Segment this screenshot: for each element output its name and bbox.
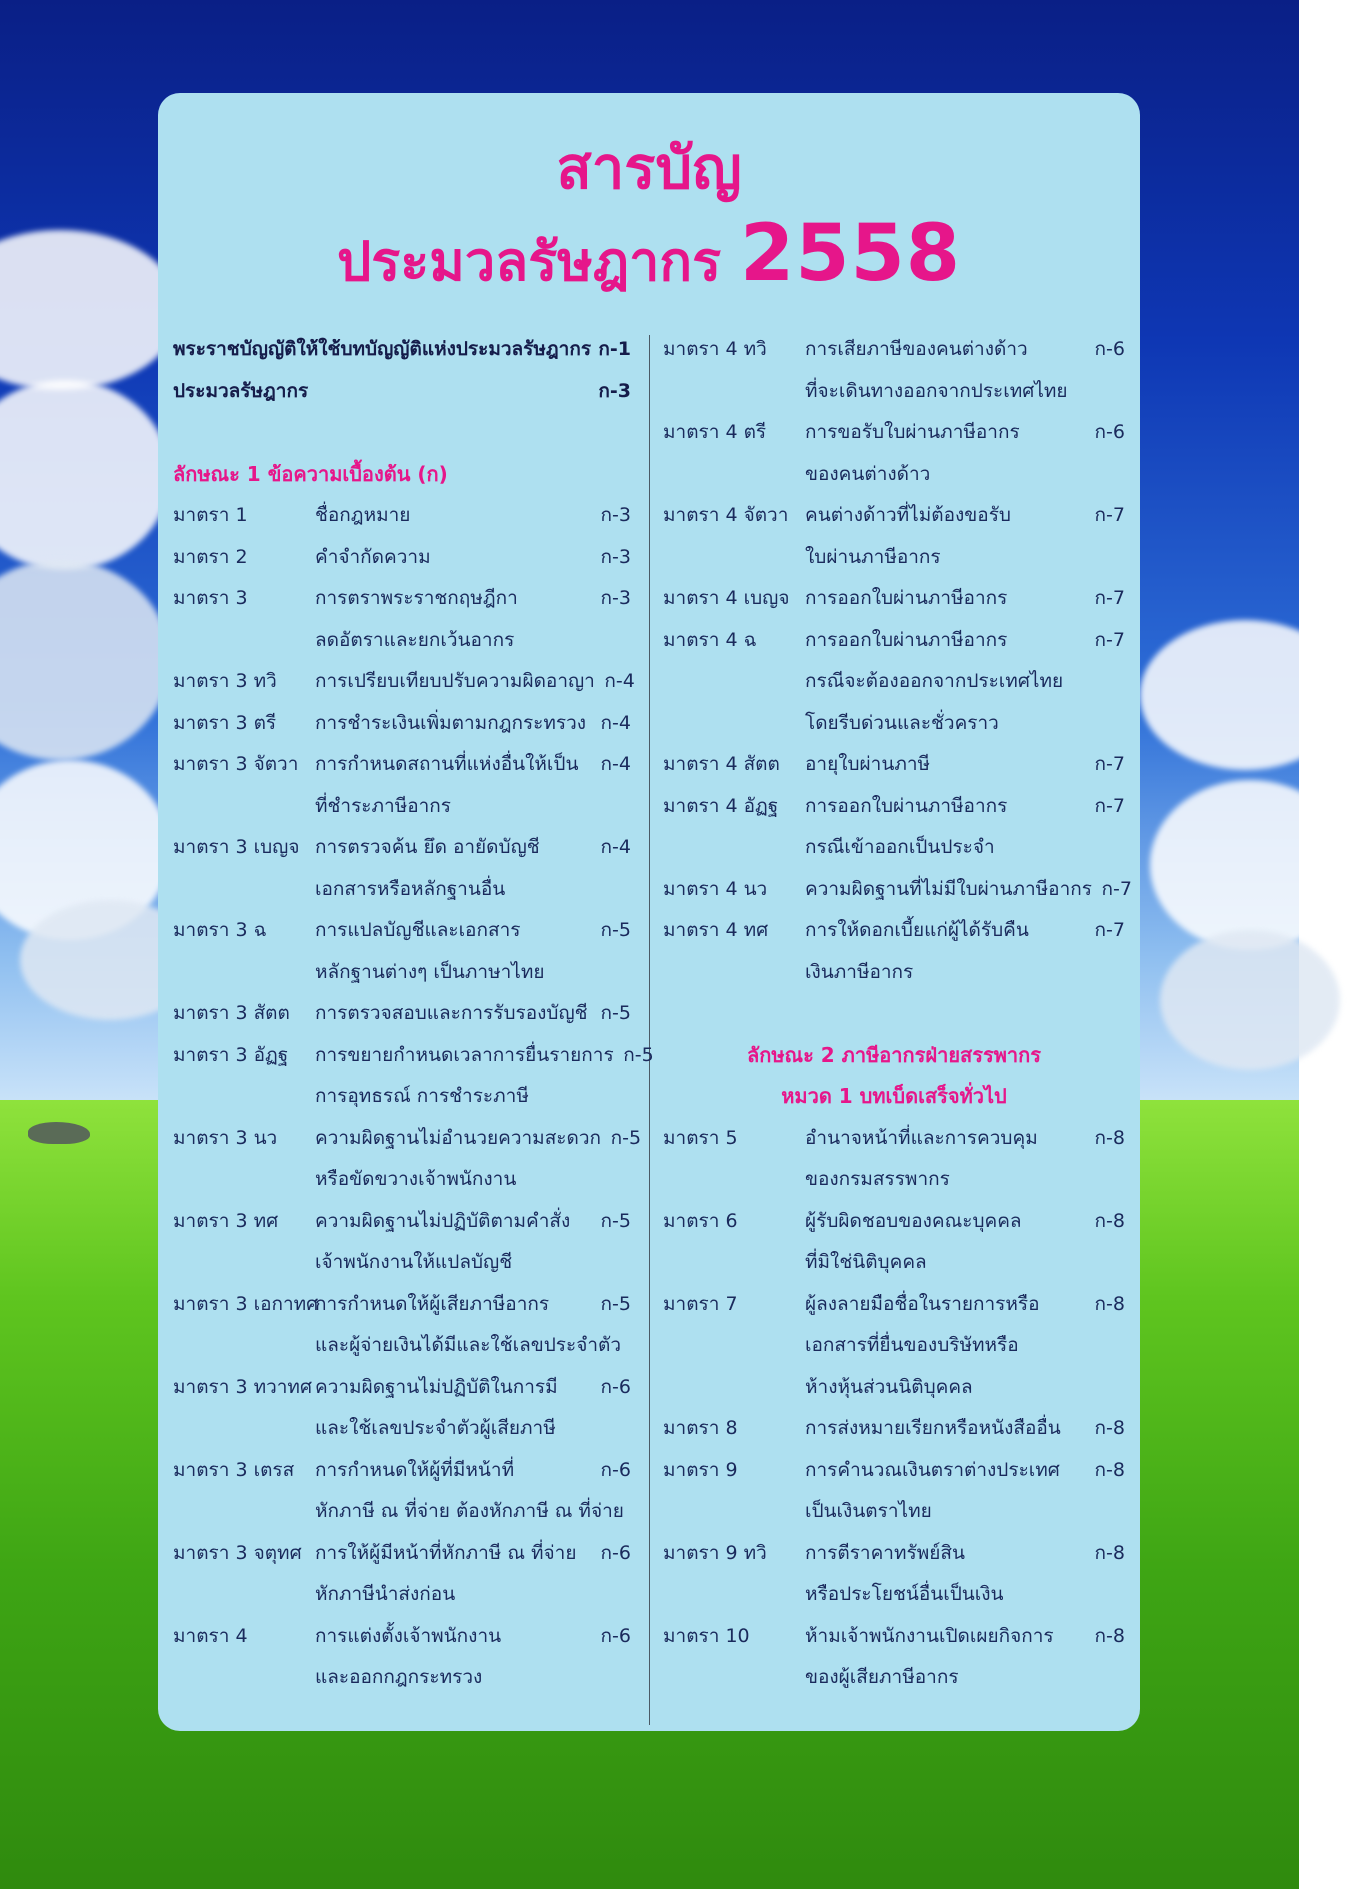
page-number: ก-6 xyxy=(600,1541,631,1564)
section-title: การกำหนดให้ผู้ที่มีหน้าที่ xyxy=(315,1458,515,1481)
toc-entry-row xyxy=(663,1533,1125,1575)
page-number: ก-5 xyxy=(600,919,631,941)
section-number: มาตรา 7 xyxy=(663,1292,738,1315)
section-title: การออกใบผ่านภาษีอากร xyxy=(805,794,1008,817)
section-number: มาตรา 3 นว xyxy=(173,1126,278,1149)
section-number xyxy=(173,1325,315,1367)
page-number: ก-8 xyxy=(1094,1126,1125,1149)
toc-entry-row xyxy=(173,495,631,537)
section-number: มาตรา 4 นว xyxy=(663,877,768,900)
toc-column-right xyxy=(663,329,1132,1699)
tree xyxy=(28,1122,90,1144)
toc-entry-row xyxy=(173,869,631,911)
toc-entry-row xyxy=(173,1616,631,1658)
page-number xyxy=(1085,661,1125,703)
section-title: การออกใบผ่านภาษีอากร xyxy=(805,587,1008,609)
toc-entry-row xyxy=(173,744,631,786)
page-number: ก-6 xyxy=(600,1458,631,1481)
toc-entry-row xyxy=(173,1325,631,1367)
page-number: ก-3 xyxy=(600,504,631,526)
section-title: การให้ดอกเบี้ยแก่ผู้ได้รับคืน xyxy=(805,919,1029,941)
page-number: ก-3 xyxy=(598,379,631,402)
section-title: ความผิดฐานที่ไม่มีใบผ่านภาษีอากร xyxy=(805,877,1092,900)
section-number: มาตรา 4 เบญจ xyxy=(663,587,790,609)
toc-entry-row xyxy=(663,1491,1125,1533)
section-title: การตีราคาทรัพย์สิน xyxy=(805,1541,965,1564)
toc-entry-row xyxy=(663,1574,1125,1616)
section-title: ผู้ลงลายมือชื่อในรายการหรือ xyxy=(805,1292,1040,1315)
toc-intro-row xyxy=(173,329,631,371)
section-title: ที่ชำระภาษีอากร xyxy=(315,794,452,817)
toc-entry-row xyxy=(173,993,631,1035)
toc-intro-row xyxy=(173,371,631,413)
section-title: การส่งหมายเรียกหรือหนังสืออื่น xyxy=(805,1417,1061,1439)
toc-entry-row xyxy=(663,703,1125,745)
toc-entry-row xyxy=(663,827,1125,869)
page-subtitle xyxy=(158,209,1140,301)
page-number: ก-7 xyxy=(1101,877,1132,900)
section-number xyxy=(173,1076,315,1118)
page-number xyxy=(1085,952,1125,994)
section-number xyxy=(173,1491,315,1533)
section-number: มาตรา 4 สัตต xyxy=(663,753,780,775)
section-number xyxy=(173,1408,315,1450)
section-title: ของผู้เสียภาษีอากร xyxy=(805,1666,959,1688)
section-title: คนต่างด้าวที่ไม่ต้องขอรับ xyxy=(805,504,1011,526)
section-title: เงินภาษีอากร xyxy=(805,960,914,983)
toc-entry-row xyxy=(663,1408,1125,1450)
toc-entry-row xyxy=(173,1574,631,1616)
section-title: การชำระเงินเพิ่มตามกฎกระทรวง xyxy=(315,711,587,734)
page-number: ก-3 xyxy=(600,587,631,609)
toc-entry-row xyxy=(663,1367,1125,1409)
page-number: ก-6 xyxy=(1094,338,1125,360)
section-title: การกำหนดสถานที่แห่งอื่นให้เป็น xyxy=(315,753,579,775)
section-number xyxy=(663,537,805,579)
page-number: ก-8 xyxy=(1094,1209,1125,1232)
section-title: อายุใบผ่านภาษี xyxy=(805,753,931,775)
section-number xyxy=(663,1159,805,1201)
toc-column-left xyxy=(173,329,654,1699)
page-number xyxy=(1085,1242,1125,1284)
page-number: ก-6 xyxy=(1094,421,1125,443)
page-number: ก-5 xyxy=(600,1292,631,1315)
section-number: มาตรา 4 อัฏฐ xyxy=(663,794,779,817)
toc-entry-row xyxy=(663,1159,1125,1201)
page-number: ก-7 xyxy=(1094,587,1125,609)
page-number: ก-5 xyxy=(610,1126,642,1149)
toc-entry-row xyxy=(663,578,1125,620)
section-title: การออกใบผ่านภาษีอากร xyxy=(805,628,1008,651)
section-number: มาตรา 3 สัตต xyxy=(173,1002,290,1024)
section-number: มาตรา 2 xyxy=(173,545,248,568)
section-number xyxy=(173,620,315,662)
section-number xyxy=(663,661,805,703)
toc-entry-row xyxy=(663,495,1125,537)
page-number xyxy=(1085,1367,1125,1409)
section-number xyxy=(663,703,805,745)
section-title: การขอรับใบผ่านภาษีอากร xyxy=(805,421,1020,443)
page-number xyxy=(591,1574,631,1616)
section-number: มาตรา 6 xyxy=(663,1209,738,1232)
section-title: โดยรีบด่วนและชั่วคราว xyxy=(805,711,999,734)
toc-entry-row xyxy=(663,1284,1125,1326)
section-number xyxy=(663,1367,805,1409)
page-number: ก-5 xyxy=(623,1043,654,1066)
section-title: การเสียภาษีของคนต่างด้าว xyxy=(805,338,1028,360)
section-title: ห้างหุ้นส่วนนิติบุคคล xyxy=(805,1375,973,1398)
toc-panel xyxy=(158,93,1140,1731)
section-title: การแต่งตั้งเจ้าพนักงาน xyxy=(315,1624,502,1647)
section-title: เอกสารที่ยื่นของบริษัทหรือ xyxy=(805,1334,1019,1356)
section-title: ที่จะเดินทางออกจากประเทศไทย xyxy=(805,379,1068,402)
section-title: เอกสารหรือหลักฐานอื่น xyxy=(315,877,506,900)
section-title: ความผิดฐานไม่อำนวยความสะดวก xyxy=(315,1126,602,1149)
section-title: หักภาษีนำส่งก่อน xyxy=(315,1583,456,1605)
section-number xyxy=(173,869,315,911)
page-number xyxy=(1085,827,1125,869)
section-title: การตรวจสอบและการรับรองบัญชี xyxy=(315,1002,588,1024)
section-number xyxy=(173,952,315,994)
section-title: และใช้เลขประจำตัวผู้เสียภาษี xyxy=(315,1417,556,1439)
section-title: ความผิดฐานไม่ปฏิบัติตามคำสั่ง xyxy=(315,1209,571,1232)
section-title: คำจำกัดความ xyxy=(315,545,431,568)
toc-entry-row xyxy=(173,827,631,869)
page-number: ก-3 xyxy=(600,545,631,568)
toc-entry-row xyxy=(173,1367,631,1409)
section-title: กรณีเข้าออกเป็นประจำ xyxy=(805,836,995,858)
section-title: การแปลบัญชีและเอกสาร xyxy=(315,919,521,941)
section-number xyxy=(663,952,805,994)
section-title: หรือขัดขวางเจ้าพนักงาน xyxy=(315,1168,517,1190)
page-number: ก-6 xyxy=(600,1375,631,1398)
section-number: มาตรา 3 เอกาทศ xyxy=(173,1292,319,1315)
section-number xyxy=(663,371,805,413)
section-title: การเปรียบเทียบปรับความผิดอาญา xyxy=(315,670,595,692)
section-title: กรณีจะต้องออกจากประเทศไทย xyxy=(805,670,1064,692)
toc-entry-row xyxy=(663,329,1125,371)
section-number: มาตรา 3 เตรส xyxy=(173,1458,295,1481)
toc-entry-row xyxy=(173,1118,642,1160)
toc-entry-row xyxy=(663,412,1125,454)
section-number: มาตรา 3 ตรี xyxy=(173,711,277,734)
section-title: การตราพระราชกฤษฎีกา xyxy=(315,587,518,609)
toc-entry-row xyxy=(173,537,631,579)
toc-entry-row xyxy=(663,1325,1125,1367)
toc-entry-row xyxy=(663,1201,1125,1243)
section-number xyxy=(663,1491,805,1533)
section-title: การกำหนดให้ผู้เสียภาษีอากร xyxy=(315,1292,550,1315)
intro-title: ประมวลรัษฎากร xyxy=(173,379,309,402)
cloud xyxy=(1150,780,1350,950)
toc-entry-row xyxy=(173,661,635,703)
section-number: มาตรา 4 ทวิ xyxy=(663,338,767,360)
toc-entry-row xyxy=(173,786,631,828)
section-title: ห้ามเจ้าพนักงานเปิดเผยกิจการ xyxy=(805,1624,1054,1647)
toc-entry-row xyxy=(663,910,1125,952)
toc-entry-row xyxy=(173,1242,631,1284)
page-number: ก-7 xyxy=(1094,919,1125,941)
page-number xyxy=(591,1159,631,1201)
section-title: อำนาจหน้าที่และการควบคุม xyxy=(805,1126,1038,1149)
page-number: ก-8 xyxy=(1094,1292,1125,1315)
section-number: มาตรา 3 xyxy=(173,587,248,609)
section-title: ชื่อกฎหมาย xyxy=(315,504,411,526)
toc-entry-row xyxy=(173,1491,631,1533)
section-number xyxy=(663,1325,805,1367)
toc-entry-row xyxy=(663,1657,1125,1699)
section-number: มาตรา 4 xyxy=(173,1624,248,1647)
section-title: ที่มิใช่นิติบุคคล xyxy=(805,1251,927,1273)
toc-entry-row xyxy=(173,1533,631,1575)
page-number: ก-4 xyxy=(600,753,631,775)
section-title: ผู้รับผิดชอบของคณะบุคคล xyxy=(805,1209,1022,1232)
toc-entry-row xyxy=(173,1408,631,1450)
intro-title: พระราชบัญญัติให้ใช้บทบัญญัติแห่งประมวลรัษฎากร xyxy=(173,338,592,360)
cloud xyxy=(1160,930,1340,1070)
page-number: ก-5 xyxy=(600,1209,631,1232)
toc-entry-row xyxy=(663,371,1125,413)
section-number: มาตรา 4 ทศ xyxy=(663,919,769,941)
chapter-heading: ลักษณะ 1 ข้อความเบื้องต้น (ก) xyxy=(173,461,448,486)
page-number: ก-7 xyxy=(1094,753,1125,775)
toc-entry-row xyxy=(173,1076,631,1118)
section-number: มาตรา 3 ทศ xyxy=(173,1209,279,1232)
page-number xyxy=(624,1491,664,1533)
section-title: และผู้จ่ายเงินได้มีและใช้เลขประจำตัว xyxy=(315,1334,622,1356)
toc-entry-row xyxy=(173,1201,631,1243)
page-number: ก-7 xyxy=(1094,794,1125,817)
toc-entry-row xyxy=(173,952,631,994)
section-number: มาตรา 4 จัตวา xyxy=(663,504,789,526)
section-number: มาตรา 10 xyxy=(663,1624,750,1647)
section-number: มาตรา 3 เบญจ xyxy=(173,836,300,858)
section-title: การอุทธรณ์ การชำระภาษี xyxy=(315,1085,529,1107)
page-number xyxy=(591,1657,631,1699)
section-number xyxy=(663,827,805,869)
toc-entry-row xyxy=(173,1159,631,1201)
page-number: ก-8 xyxy=(1094,1417,1125,1439)
page-number xyxy=(591,1076,631,1118)
page-number: ก-7 xyxy=(1094,628,1125,651)
toc-entry-row xyxy=(173,578,631,620)
section-number: มาตรา 8 xyxy=(663,1417,738,1439)
page-number: ก-8 xyxy=(1094,1624,1125,1647)
page-number xyxy=(1085,1657,1125,1699)
toc-entry-row xyxy=(663,454,1125,496)
page-number xyxy=(1085,537,1125,579)
toc-entry-row xyxy=(173,1657,631,1699)
section-title: การตรวจค้น ยึด อายัดบัญชี xyxy=(315,836,540,858)
section-title: ลดอัตราและยกเว้นอากร xyxy=(315,628,515,651)
chapter-heading: ลักษณะ 2 ภาษีอากรฝ่ายสรรพากร xyxy=(746,1042,1041,1067)
page-number: ก-5 xyxy=(600,1002,631,1024)
page-number: ก-4 xyxy=(600,711,631,734)
toc-entry-row xyxy=(663,620,1125,662)
section-number: มาตรา 9 xyxy=(663,1458,738,1481)
toc-entry-row xyxy=(173,1035,654,1077)
toc-entry-row xyxy=(663,952,1125,994)
page-number xyxy=(1085,1574,1125,1616)
spacer xyxy=(663,993,1125,1035)
section-title: ของกรมสรรพากร xyxy=(805,1168,950,1190)
toc-entry-row xyxy=(663,786,1125,828)
section-number xyxy=(173,1657,315,1699)
page-number xyxy=(1085,1491,1125,1533)
section-number xyxy=(663,454,805,496)
section-title: ของคนต่างด้าว xyxy=(805,462,931,485)
toc-entry-row xyxy=(663,1450,1125,1492)
page-number xyxy=(1085,454,1125,496)
section-number: มาตรา 9 ทวิ xyxy=(663,1541,767,1564)
toc-entry-row xyxy=(173,910,631,952)
section-number: มาตรา 3 จัตวา xyxy=(173,753,299,775)
page-title: สารบัญ xyxy=(556,134,742,202)
section-number xyxy=(173,1159,315,1201)
page-number xyxy=(1085,1159,1125,1201)
section-number: มาตรา 1 xyxy=(173,504,248,526)
toc-entry-row xyxy=(663,744,1125,786)
section-title: เป็นเงินตราไทย xyxy=(805,1500,932,1522)
toc-entry-row xyxy=(173,1450,631,1492)
section-title: ความผิดฐานไม่ปฏิบัติในการมี xyxy=(315,1375,558,1398)
page-number xyxy=(591,786,631,828)
page-number: ก-7 xyxy=(1094,504,1125,526)
toc-entry-row xyxy=(663,869,1132,911)
page-number: ก-6 xyxy=(600,1624,631,1647)
section-number xyxy=(663,1657,805,1699)
toc-entry-row xyxy=(173,703,631,745)
page-number: ก-8 xyxy=(1094,1541,1125,1564)
section-title: หรือประโยชน์อื่นเป็นเงิน xyxy=(805,1583,1004,1605)
section-title: และออกกฎกระทรวง xyxy=(315,1666,483,1688)
cloud xyxy=(1140,620,1350,770)
page-number xyxy=(591,620,631,662)
page-number xyxy=(621,1325,661,1367)
page-number: ก-4 xyxy=(604,670,635,692)
toc-entry-row xyxy=(663,1118,1125,1160)
page-number xyxy=(591,1408,631,1450)
subtitle-text: ประมวลรัษฎากร xyxy=(336,230,722,293)
section-number: มาตรา 3 ทวาทศ xyxy=(173,1375,313,1398)
section-number xyxy=(173,1574,315,1616)
subtitle-year: 2558 xyxy=(739,209,962,299)
page-number: ก-4 xyxy=(600,836,631,858)
section-number: มาตรา 3 ฉ xyxy=(173,919,267,941)
section-number xyxy=(663,1574,805,1616)
section-title: ใบผ่านภาษีอากร xyxy=(805,545,941,568)
section-number: มาตรา 3 ทวิ xyxy=(173,670,277,692)
spacer xyxy=(173,412,631,454)
section-title: หักภาษี ณ ที่จ่าย ต้องหักภาษี ณ ที่จ่าย xyxy=(315,1500,624,1522)
section-group-heading: หมวด 1 บทเบ็ดเสร็จทั่วไป xyxy=(781,1084,1007,1108)
page-number: ก-1 xyxy=(598,338,632,360)
section-number xyxy=(173,786,315,828)
page-number xyxy=(591,1242,631,1284)
toc-entry-row xyxy=(663,1242,1125,1284)
section-number xyxy=(663,1242,805,1284)
section-title: การให้ผู้มีหน้าที่หักภาษี ณ ที่จ่าย xyxy=(315,1541,577,1564)
page-number xyxy=(1085,703,1125,745)
page-number xyxy=(1085,1325,1125,1367)
section-number xyxy=(173,1242,315,1284)
section-number: มาตรา 4 ตรี xyxy=(663,421,767,443)
page-number: ก-8 xyxy=(1094,1458,1125,1481)
section-number: มาตรา 5 xyxy=(663,1126,738,1149)
page-number xyxy=(591,952,631,994)
section-title: หลักฐานต่างๆ เป็นภาษาไทย xyxy=(315,960,545,983)
toc-entry-row xyxy=(173,620,631,662)
section-number: มาตรา 3 จตุทศ xyxy=(173,1541,302,1564)
section-number: มาตรา 4 ฉ xyxy=(663,628,757,651)
toc-entry-row xyxy=(173,1284,631,1326)
page-number xyxy=(1085,371,1125,413)
section-title: การขยายกำหนดเวลาการยื่นรายการ xyxy=(315,1043,614,1066)
section-number: มาตรา 3 อัฏฐ xyxy=(173,1043,289,1066)
toc-entry-row xyxy=(663,661,1125,703)
page-number xyxy=(591,869,631,911)
section-title: เจ้าพนักงานให้แปลบัญชี xyxy=(315,1251,513,1273)
toc-entry-row xyxy=(663,1616,1125,1658)
section-title: การคำนวณเงินตราต่างประเทศ xyxy=(805,1458,1060,1481)
toc-entry-row xyxy=(663,537,1125,579)
